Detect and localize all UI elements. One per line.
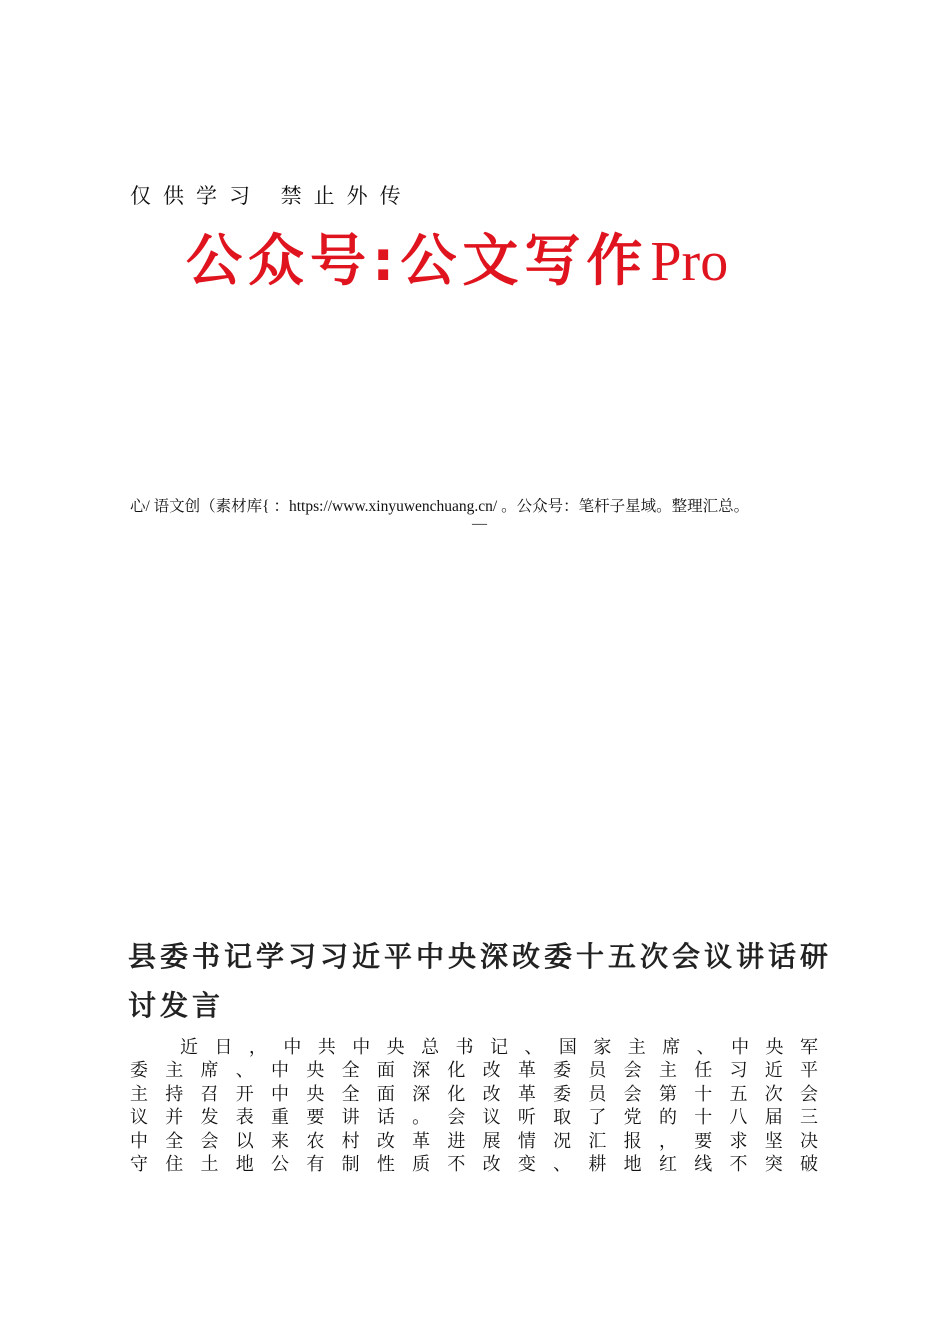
body-line: 中 全 会 以 来 农 村 改 革 进 展 情 况 汇 报 ， 要 求 坚 决: [130, 1130, 818, 1152]
brand-name: 公众号:公文写作: [186, 229, 649, 294]
article-title: 县委书记学习习近平中央深改委十五次会议讲话研讨发言: [128, 940, 833, 1022]
brand-suffix: Pro: [650, 231, 729, 293]
article-body: [130, 1036, 818, 1176]
source-note: 心/ 语文创（素材库{ ：https://www.xinyuwenchuang.cn/ 。公众号：笔杆子星域。整理汇总。: [130, 498, 750, 515]
brand-watermark: [186, 226, 786, 298]
body-line: 主 持 召 开 中 央 全 面 深 化 改 革 委 员 会 第 十 五 次 会: [130, 1083, 818, 1105]
body-line: 守 住 土 地 公 有 制 性 质 不 改 变 、 耕 地 红 线 不 突 破: [130, 1153, 818, 1175]
source-dash: —: [472, 516, 487, 532]
body-line: 议 并 发 表 重 要 讲 话 。 会 议 听 取 了 党 的 十 八 届 三: [130, 1107, 818, 1129]
restriction-notice: 仅供学习 禁止外传: [130, 184, 413, 208]
body-line: 委 主 席 、 中 央 全 面 深 化 改 革 委 员 会 主 任 习 近 平: [130, 1060, 818, 1082]
body-line: 近 日 ， 中 共 中 央 总 书 记 、 国 家 主 席 、 中 央 军: [180, 1037, 818, 1058]
